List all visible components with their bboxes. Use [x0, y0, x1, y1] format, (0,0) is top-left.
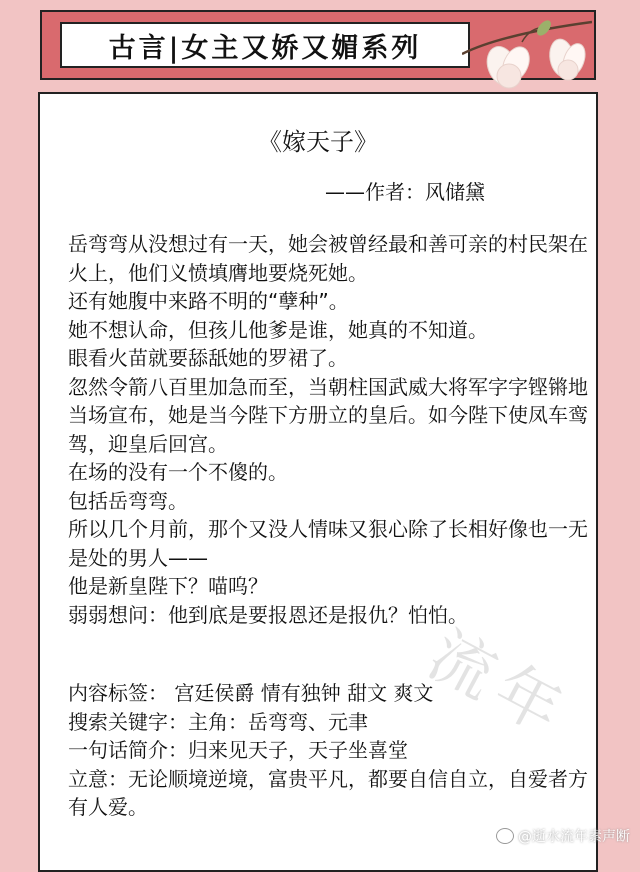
book-title: 《嫁天子》: [258, 128, 378, 156]
synopsis-line: 所以几个月前，那个又没人情味又狠心除了长相好像也一无是处的男人——: [68, 517, 588, 570]
header-banner: [40, 10, 596, 80]
watermark-text: @逝水流年素声断: [518, 829, 630, 845]
synopsis-line: 在场的没有一个不傻的。: [68, 460, 288, 484]
synopsis-line: 他是新皇陛下？喵呜？: [68, 574, 268, 598]
book-tags: [68, 679, 596, 822]
synopsis-line: 眼看火苗就要舔舐她的罗裙了。: [68, 346, 348, 370]
synopsis-line: 岳弯弯从没想过有一天，她会被曾经最和善可亲的村民架在火上，他们义愤填膺地要烧死她。: [68, 232, 588, 285]
weibo-icon: [496, 828, 514, 844]
synopsis-line: 弱弱想问：他到底是要报恩还是报仇？怕怕。: [68, 602, 468, 627]
book-author: ——作者：风储黛: [325, 180, 485, 204]
decorative-stamp: 流年: [416, 617, 582, 753]
magnolia-flower-icon: [462, 14, 592, 92]
banner-title: 古言|女主又娇又媚系列: [108, 32, 422, 64]
one-line-summary: 一句话简介：归来见天子，天子坐喜堂: [68, 738, 408, 762]
book-intent: 立意：无论顺境逆境，富贵平凡，都要自信自立，自爱者方有人爱。: [68, 766, 588, 819]
synopsis-line: 忽然令箭八百里加急而至，当朝柱国武威大将军字字铿锵地当场宣布，她是当今陛下方册立的皇后。如今陛下使凤车鸾驾，迎皇后回宫。: [68, 374, 588, 456]
weibo-watermark: [496, 826, 630, 846]
synopsis-line: 还有她腹中来路不明的“孽种”。: [68, 289, 349, 313]
synopsis-line: 包括岳弯弯。: [68, 488, 188, 513]
search-keywords: 搜索关键字：主角：岳弯弯、元聿: [68, 709, 368, 734]
synopsis: [68, 230, 596, 629]
book-card: [38, 92, 598, 872]
banner-title-box: [60, 22, 470, 68]
synopsis-line: 她不想认命，但孩儿他爹是谁，她真的不知道。: [68, 317, 488, 342]
content-tags: 内容标签： 宫廷侯爵 情有独钟 甜文 爽文: [68, 681, 434, 705]
